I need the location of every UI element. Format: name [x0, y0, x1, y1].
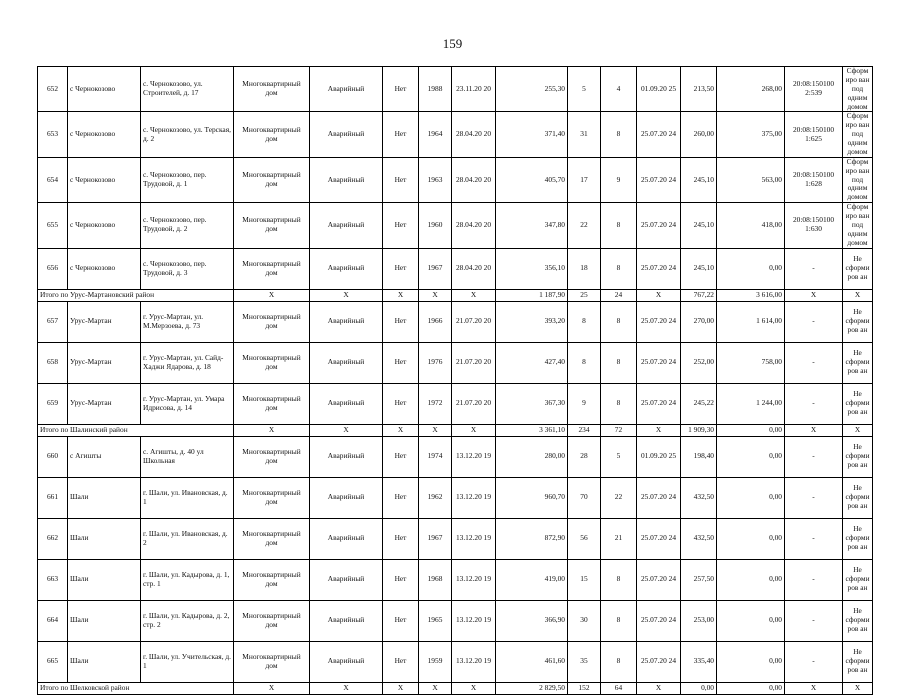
table-row [38, 203, 873, 248]
building-status-cell: Аварийный [310, 383, 383, 424]
resettlement-deadline-cell: 01.09.20 25 [637, 436, 681, 477]
address-cell: г. Урус-Мартан, ул. Умара Идрисова, д. 14 [141, 383, 234, 424]
resettlement-deadline-cell: 25.07.20 24 [637, 600, 681, 641]
cultural-heritage-cell: Нет [383, 301, 419, 342]
cost-cell: 758,00 [717, 342, 785, 383]
address-cell: с. Агишты, д. 40 ул Школьная [141, 436, 234, 477]
resettlement-deadline-cell: 25.07.20 24 [637, 383, 681, 424]
total-sum-cell: 0,00 [717, 424, 785, 436]
locality-cell: Шали [68, 600, 141, 641]
row-number-cell: 658 [38, 342, 68, 383]
total-area-cell: 461,60 [496, 641, 568, 682]
apartments-count-cell: 21 [601, 518, 637, 559]
land-plot-status-cell: Не сформиров ан [843, 436, 873, 477]
apartments-count-cell: 4 [601, 67, 637, 112]
cadastral-number-cell: 20:08:150100 1:628 [785, 157, 843, 202]
table-row [38, 342, 873, 383]
emergency-date-cell: 13.12.20 19 [452, 436, 496, 477]
cost-cell: 0,00 [717, 477, 785, 518]
building-status-cell: Аварийный [310, 342, 383, 383]
build-year-cell: 1968 [419, 559, 452, 600]
total-area-cell: 405,70 [496, 157, 568, 202]
residents-count-cell: 8 [568, 342, 601, 383]
building-status-cell: Аварийный [310, 248, 383, 289]
residents-count-cell: 15 [568, 559, 601, 600]
cadastral-number-cell: - [785, 477, 843, 518]
build-year-cell: 1965 [419, 600, 452, 641]
total-date-cell: X [452, 289, 496, 301]
district-total-row [38, 424, 873, 436]
build-year-cell: 1959 [419, 641, 452, 682]
apartments-count-cell: 8 [601, 301, 637, 342]
resettlement-deadline-cell: 25.07.20 24 [637, 203, 681, 248]
residents-count-cell: 28 [568, 436, 601, 477]
locality-cell: Шали [68, 477, 141, 518]
building-status-cell: Аварийный [310, 203, 383, 248]
locality-cell: с Чернокозово [68, 67, 141, 112]
building-type-cell: Многоквартирный дом [234, 157, 310, 202]
total-deadline-cell: X [637, 424, 681, 436]
row-number-cell: 661 [38, 477, 68, 518]
table-row [38, 112, 873, 157]
row-number-cell: 665 [38, 641, 68, 682]
emergency-date-cell: 13.12.20 19 [452, 600, 496, 641]
total-area-cell: 872,90 [496, 518, 568, 559]
emergency-date-cell: 28.04.20 20 [452, 203, 496, 248]
cadastral-number-cell: 20:08:150100 1:625 [785, 112, 843, 157]
total-cadastral-cell: X [785, 424, 843, 436]
housing-registry-table [37, 66, 873, 695]
residents-count-cell: 5 [568, 67, 601, 112]
building-status-cell: Аварийный [310, 641, 383, 682]
resettled-area-cell: 260,00 [681, 112, 717, 157]
resettlement-deadline-cell: 01.09.20 25 [637, 67, 681, 112]
locality-cell: с Агишты [68, 436, 141, 477]
table-row [38, 248, 873, 289]
building-type-cell: Многоквартирный дом [234, 301, 310, 342]
total-area-cell: 3 361,10 [496, 424, 568, 436]
district-total-label: Итого по Урус-Мартановский район [38, 289, 234, 301]
total-sum-cell: 3 616,00 [717, 289, 785, 301]
apartments-count-cell: 8 [601, 248, 637, 289]
building-type-cell: Многоквартирный дом [234, 600, 310, 641]
build-year-cell: 1976 [419, 342, 452, 383]
resettlement-deadline-cell: 25.07.20 24 [637, 157, 681, 202]
build-year-cell: 1974 [419, 436, 452, 477]
emergency-date-cell: 21.07.20 20 [452, 301, 496, 342]
cost-cell: 375,00 [717, 112, 785, 157]
build-year-cell: 1967 [419, 518, 452, 559]
build-year-cell: 1963 [419, 157, 452, 202]
land-plot-status-cell: Не сформиров ан [843, 518, 873, 559]
locality-cell: Урус-Мартан [68, 383, 141, 424]
total-year-cell: X [419, 682, 452, 694]
total-cultural-cell: X [383, 289, 419, 301]
resettled-area-cell: 335,40 [681, 641, 717, 682]
cultural-heritage-cell: Нет [383, 600, 419, 641]
locality-cell: с Чернокозово [68, 157, 141, 202]
total-type-cell: X [234, 682, 310, 694]
cadastral-number-cell: - [785, 641, 843, 682]
resettlement-deadline-cell: 25.07.20 24 [637, 518, 681, 559]
apartments-count-cell: 22 [601, 477, 637, 518]
emergency-date-cell: 23.11.20 20 [452, 67, 496, 112]
row-number-cell: 656 [38, 248, 68, 289]
land-plot-status-cell: Не сформиров ан [843, 477, 873, 518]
total-year-cell: X [419, 289, 452, 301]
cadastral-number-cell: - [785, 559, 843, 600]
land-plot-status-cell: Не сформиров ан [843, 383, 873, 424]
residents-count-cell: 56 [568, 518, 601, 559]
building-status-cell: Аварийный [310, 559, 383, 600]
resettled-area-cell: 270,00 [681, 301, 717, 342]
building-type-cell: Многоквартирный дом [234, 383, 310, 424]
build-year-cell: 1967 [419, 248, 452, 289]
resettled-area-cell: 252,00 [681, 342, 717, 383]
district-total-row [38, 289, 873, 301]
locality-cell: Урус-Мартан [68, 342, 141, 383]
district-total-label: Итого по Шалинский район [38, 424, 234, 436]
resettlement-deadline-cell: 25.07.20 24 [637, 248, 681, 289]
build-year-cell: 1972 [419, 383, 452, 424]
resettlement-deadline-cell: 25.07.20 24 [637, 301, 681, 342]
building-type-cell: Многоквартирный дом [234, 518, 310, 559]
total-area-cell: 1 187,90 [496, 289, 568, 301]
cultural-heritage-cell: Нет [383, 203, 419, 248]
residents-count-cell: 17 [568, 157, 601, 202]
residents-count-cell: 9 [568, 383, 601, 424]
cost-cell: 0,00 [717, 559, 785, 600]
total-area2-cell: 1 909,30 [681, 424, 717, 436]
total-status-cell: X [310, 424, 383, 436]
land-plot-status-cell: Сформиро ван под одним домом [843, 157, 873, 202]
table-row [38, 383, 873, 424]
table-row [38, 436, 873, 477]
residents-count-cell: 31 [568, 112, 601, 157]
apartments-count-cell: 5 [601, 436, 637, 477]
total-date-cell: X [452, 682, 496, 694]
residents-count-cell: 70 [568, 477, 601, 518]
total-type-cell: X [234, 424, 310, 436]
building-type-cell: Многоквартирный дом [234, 559, 310, 600]
resettled-area-cell: 245,10 [681, 248, 717, 289]
locality-cell: с Чернокозово [68, 112, 141, 157]
table-row [38, 67, 873, 112]
building-status-cell: Аварийный [310, 436, 383, 477]
table-row [38, 600, 873, 641]
building-status-cell: Аварийный [310, 301, 383, 342]
emergency-date-cell: 13.12.20 19 [452, 559, 496, 600]
total-apartments-cell: 24 [601, 289, 637, 301]
cost-cell: 418,00 [717, 203, 785, 248]
cultural-heritage-cell: Нет [383, 157, 419, 202]
address-cell: с. Чернокозово, ул. Строителей, д. 17 [141, 67, 234, 112]
total-area-cell: 356,10 [496, 248, 568, 289]
locality-cell: Шали [68, 559, 141, 600]
total-note-cell: X [843, 289, 873, 301]
address-cell: г. Шали, ул. Кадырова, д. 2, стр. 2 [141, 600, 234, 641]
locality-cell: Урус-Мартан [68, 301, 141, 342]
resettlement-deadline-cell: 25.07.20 24 [637, 477, 681, 518]
cadastral-number-cell: - [785, 600, 843, 641]
apartments-count-cell: 8 [601, 112, 637, 157]
building-status-cell: Аварийный [310, 518, 383, 559]
emergency-date-cell: 13.12.20 19 [452, 477, 496, 518]
total-deadline-cell: X [637, 289, 681, 301]
building-status-cell: Аварийный [310, 157, 383, 202]
cultural-heritage-cell: Нет [383, 342, 419, 383]
land-plot-status-cell: Сформиро ван под одним домом [843, 67, 873, 112]
total-apartments-cell: 72 [601, 424, 637, 436]
residents-count-cell: 35 [568, 641, 601, 682]
building-type-cell: Многоквартирный дом [234, 203, 310, 248]
build-year-cell: 1988 [419, 67, 452, 112]
total-residents-cell: 152 [568, 682, 601, 694]
cultural-heritage-cell: Нет [383, 518, 419, 559]
locality-cell: с Чернокозово [68, 203, 141, 248]
build-year-cell: 1962 [419, 477, 452, 518]
total-cadastral-cell: X [785, 289, 843, 301]
building-type-cell: Многоквартирный дом [234, 67, 310, 112]
apartments-count-cell: 8 [601, 342, 637, 383]
total-area-cell: 427,40 [496, 342, 568, 383]
total-type-cell: X [234, 289, 310, 301]
resettled-area-cell: 245,22 [681, 383, 717, 424]
total-note-cell: X [843, 682, 873, 694]
building-type-cell: Многоквартирный дом [234, 248, 310, 289]
cultural-heritage-cell: Нет [383, 641, 419, 682]
row-number-cell: 653 [38, 112, 68, 157]
table-row [38, 518, 873, 559]
cadastral-number-cell: - [785, 383, 843, 424]
total-status-cell: X [310, 289, 383, 301]
total-area-cell: 2 829,50 [496, 682, 568, 694]
total-area-cell: 366,90 [496, 600, 568, 641]
total-cultural-cell: X [383, 424, 419, 436]
total-area-cell: 255,30 [496, 67, 568, 112]
apartments-count-cell: 8 [601, 641, 637, 682]
apartments-count-cell: 8 [601, 559, 637, 600]
address-cell: г. Шали, ул. Кадырова, д. 1, стр. 1 [141, 559, 234, 600]
residents-count-cell: 22 [568, 203, 601, 248]
emergency-date-cell: 13.12.20 19 [452, 641, 496, 682]
building-type-cell: Многоквартирный дом [234, 436, 310, 477]
row-number-cell: 664 [38, 600, 68, 641]
land-plot-status-cell: Не сформиров ан [843, 559, 873, 600]
resettled-area-cell: 432,50 [681, 518, 717, 559]
cultural-heritage-cell: Нет [383, 383, 419, 424]
emergency-date-cell: 13.12.20 19 [452, 518, 496, 559]
total-year-cell: X [419, 424, 452, 436]
row-number-cell: 655 [38, 203, 68, 248]
land-plot-status-cell: Не сформиров ан [843, 641, 873, 682]
table-row [38, 559, 873, 600]
cultural-heritage-cell: Нет [383, 477, 419, 518]
table-row [38, 477, 873, 518]
building-type-cell: Многоквартирный дом [234, 477, 310, 518]
resettled-area-cell: 245,10 [681, 157, 717, 202]
land-plot-status-cell: Не сформиров ан [843, 342, 873, 383]
row-number-cell: 657 [38, 301, 68, 342]
address-cell: г. Шали, ул. Учительская, д. 1 [141, 641, 234, 682]
total-date-cell: X [452, 424, 496, 436]
table-body [38, 67, 873, 695]
apartments-count-cell: 8 [601, 203, 637, 248]
cost-cell: 0,00 [717, 436, 785, 477]
address-cell: с. Чернокозово, пер. Трудовой, д. 1 [141, 157, 234, 202]
total-area-cell: 393,20 [496, 301, 568, 342]
resettled-area-cell: 253,00 [681, 600, 717, 641]
cadastral-number-cell: - [785, 342, 843, 383]
total-residents-cell: 234 [568, 424, 601, 436]
address-cell: с. Чернокозово, ул. Терская, д. 2 [141, 112, 234, 157]
address-cell: г. Урус-Мартан, ул. Сайд-Хаджи Ядарова, д. 18 [141, 342, 234, 383]
build-year-cell: 1966 [419, 301, 452, 342]
resettled-area-cell: 257,50 [681, 559, 717, 600]
apartments-count-cell: 8 [601, 383, 637, 424]
cultural-heritage-cell: Нет [383, 112, 419, 157]
resettled-area-cell: 245,10 [681, 203, 717, 248]
cadastral-number-cell: 20:08:150100 2:539 [785, 67, 843, 112]
cadastral-number-cell: - [785, 248, 843, 289]
cost-cell: 0,00 [717, 518, 785, 559]
cost-cell: 563,00 [717, 157, 785, 202]
building-type-cell: Многоквартирный дом [234, 641, 310, 682]
total-area-cell: 419,00 [496, 559, 568, 600]
build-year-cell: 1964 [419, 112, 452, 157]
resettled-area-cell: 432,50 [681, 477, 717, 518]
total-area-cell: 371,40 [496, 112, 568, 157]
building-status-cell: Аварийный [310, 67, 383, 112]
locality-cell: с Чернокозово [68, 248, 141, 289]
address-cell: с. Чернокозово, пер. Трудовой, д. 3 [141, 248, 234, 289]
building-status-cell: Аварийный [310, 477, 383, 518]
total-cadastral-cell: X [785, 682, 843, 694]
row-number-cell: 652 [38, 67, 68, 112]
locality-cell: Шали [68, 641, 141, 682]
total-sum-cell: 0,00 [717, 682, 785, 694]
cost-cell: 1 244,00 [717, 383, 785, 424]
emergency-date-cell: 21.07.20 20 [452, 342, 496, 383]
residents-count-cell: 18 [568, 248, 601, 289]
address-cell: с. Чернокозово, пер. Трудовой, д. 2 [141, 203, 234, 248]
page-number: 159 [442, 36, 463, 51]
resettlement-deadline-cell: 25.07.20 24 [637, 641, 681, 682]
building-type-cell: Многоквартирный дом [234, 112, 310, 157]
emergency-date-cell: 28.04.20 20 [452, 157, 496, 202]
cost-cell: 0,00 [717, 248, 785, 289]
resettled-area-cell: 213,50 [681, 67, 717, 112]
total-area2-cell: 767,22 [681, 289, 717, 301]
cultural-heritage-cell: Нет [383, 248, 419, 289]
row-number-cell: 654 [38, 157, 68, 202]
cost-cell: 1 614,00 [717, 301, 785, 342]
address-cell: г. Шали, ул. Ивановская, д. 1 [141, 477, 234, 518]
emergency-date-cell: 28.04.20 20 [452, 112, 496, 157]
address-cell: г. Урус-Мартан, ул. М.Мерзоева, д. 73 [141, 301, 234, 342]
land-plot-status-cell: Сформиро ван под одним домом [843, 112, 873, 157]
build-year-cell: 1960 [419, 203, 452, 248]
land-plot-status-cell: Не сформиров ан [843, 248, 873, 289]
emergency-date-cell: 21.07.20 20 [452, 383, 496, 424]
residents-count-cell: 8 [568, 301, 601, 342]
total-area2-cell: 0,00 [681, 682, 717, 694]
emergency-date-cell: 28.04.20 20 [452, 248, 496, 289]
table-row [38, 157, 873, 202]
total-area-cell: 347,80 [496, 203, 568, 248]
total-cultural-cell: X [383, 682, 419, 694]
cost-cell: 0,00 [717, 641, 785, 682]
address-cell: г. Шали, ул. Ивановская, д. 2 [141, 518, 234, 559]
cost-cell: 268,00 [717, 67, 785, 112]
total-apartments-cell: 64 [601, 682, 637, 694]
building-type-cell: Многоквартирный дом [234, 342, 310, 383]
land-plot-status-cell: Не сформиров ан [843, 301, 873, 342]
cultural-heritage-cell: Нет [383, 559, 419, 600]
total-area-cell: 960,70 [496, 477, 568, 518]
total-note-cell: X [843, 424, 873, 436]
apartments-count-cell: 8 [601, 600, 637, 641]
cost-cell: 0,00 [717, 600, 785, 641]
district-total-label: Итого по Шелковской район [38, 682, 234, 694]
apartments-count-cell: 9 [601, 157, 637, 202]
resettlement-deadline-cell: 25.07.20 24 [637, 112, 681, 157]
cultural-heritage-cell: Нет [383, 67, 419, 112]
district-total-row [38, 682, 873, 694]
building-status-cell: Аварийный [310, 112, 383, 157]
cadastral-number-cell: 20:08:150100 1:630 [785, 203, 843, 248]
residents-count-cell: 30 [568, 600, 601, 641]
cadastral-number-cell: - [785, 518, 843, 559]
land-plot-status-cell: Сформиро ван под одним домом [843, 203, 873, 248]
row-number-cell: 660 [38, 436, 68, 477]
total-status-cell: X [310, 682, 383, 694]
row-number-cell: 663 [38, 559, 68, 600]
resettled-area-cell: 198,40 [681, 436, 717, 477]
total-area-cell: 367,30 [496, 383, 568, 424]
row-number-cell: 662 [38, 518, 68, 559]
building-status-cell: Аварийный [310, 600, 383, 641]
resettlement-deadline-cell: 25.07.20 24 [637, 559, 681, 600]
cultural-heritage-cell: Нет [383, 436, 419, 477]
table-row [38, 641, 873, 682]
land-plot-status-cell: Не сформиров ан [843, 600, 873, 641]
total-area-cell: 280,00 [496, 436, 568, 477]
total-residents-cell: 25 [568, 289, 601, 301]
resettlement-deadline-cell: 25.07.20 24 [637, 342, 681, 383]
cadastral-number-cell: - [785, 436, 843, 477]
row-number-cell: 659 [38, 383, 68, 424]
cadastral-number-cell: - [785, 301, 843, 342]
total-deadline-cell: X [637, 682, 681, 694]
table-row [38, 301, 873, 342]
locality-cell: Шали [68, 518, 141, 559]
